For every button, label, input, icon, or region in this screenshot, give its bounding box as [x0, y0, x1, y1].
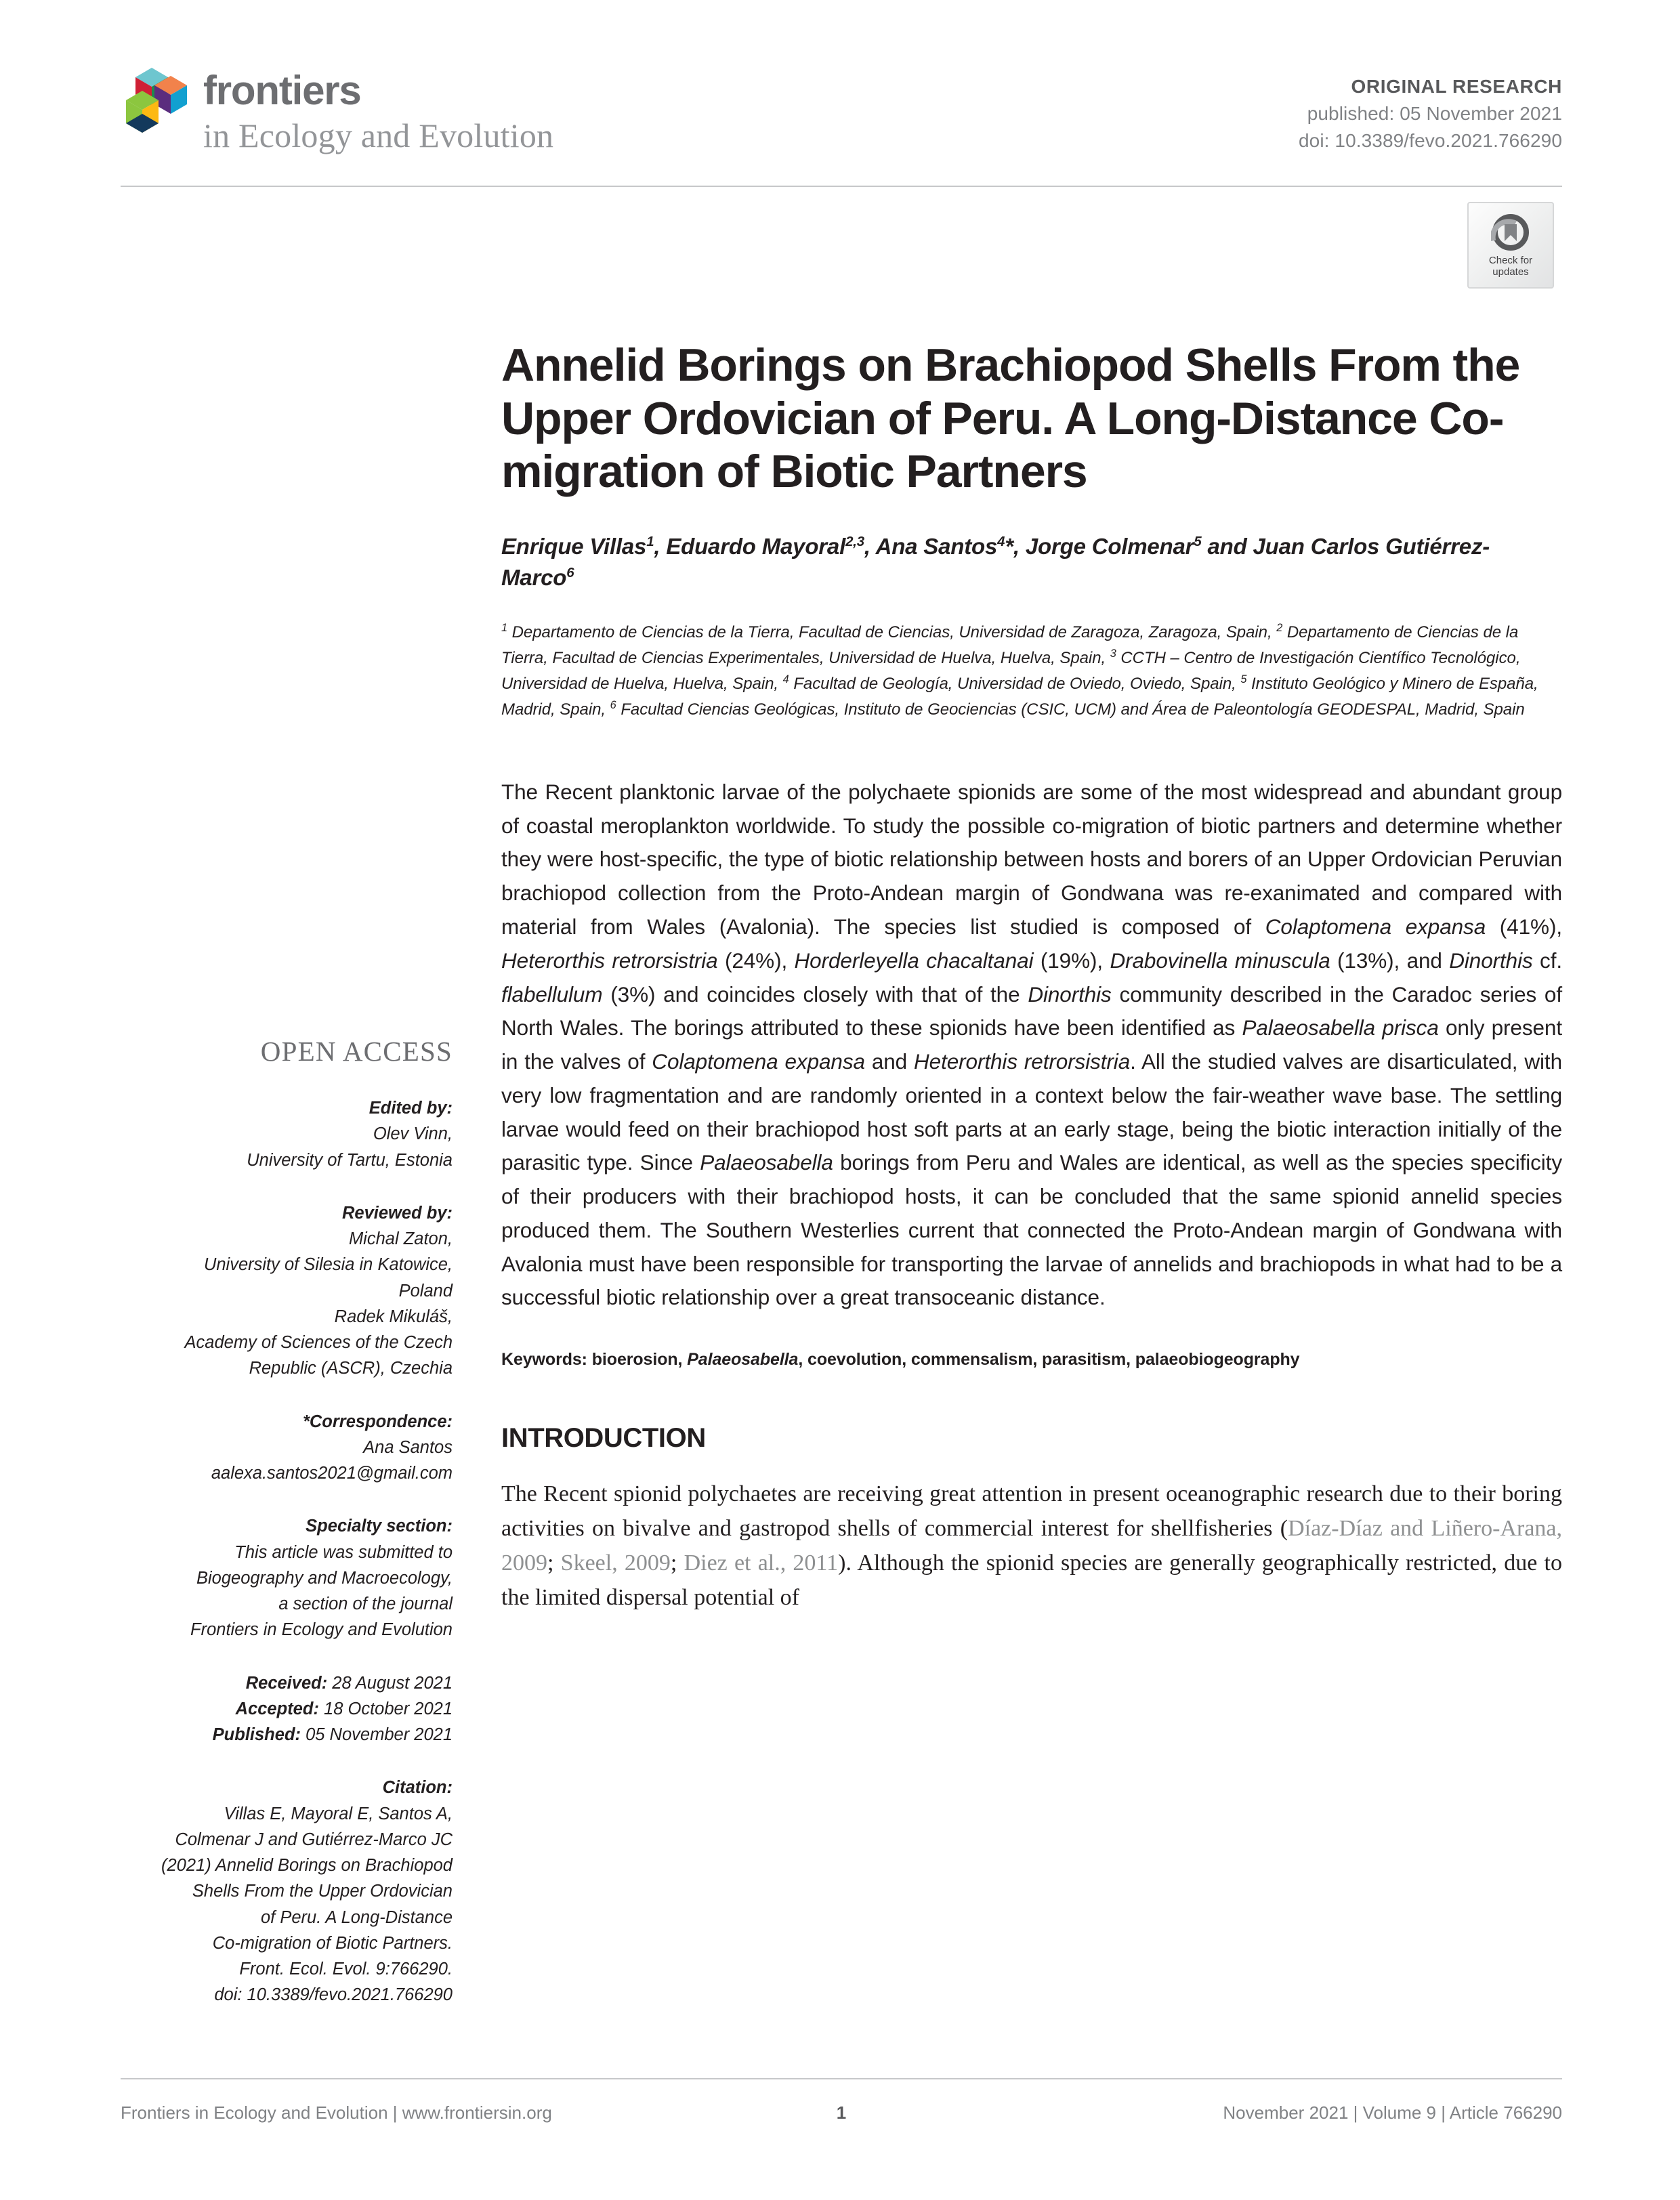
open-access-label: OPEN ACCESS [260, 1036, 453, 1067]
main-column [501, 339, 1562, 1615]
edited-by-lines: Olev Vinn, University of Tartu, Estonia [247, 1124, 453, 1170]
specialty-section-block [121, 1513, 453, 1643]
keywords-text: Keywords: bioerosion, Palaeosabella, coevolution, commensalism, parasitism, palaeobiogeography [501, 1350, 1300, 1370]
edited-by-block [121, 1095, 453, 1173]
crossmark-line2: updates [1492, 266, 1529, 278]
published-value: 05 November 2021 [306, 1725, 453, 1745]
specialty-section-label: Specialty section: [306, 1517, 453, 1536]
logo-brand-text: frontiers [203, 68, 361, 113]
article-info-sidebar [121, 1035, 453, 2008]
correspondence-lines[interactable]: Ana Santos aalexa.santos2021@gmail.com [211, 1437, 453, 1483]
accepted-date-line [121, 1696, 453, 1722]
citation-block [121, 1775, 453, 2008]
reviewed-by-label: Reviewed by: [342, 1203, 453, 1223]
correspondence-label: *Correspondence: [302, 1412, 453, 1431]
specialty-section-lines: This article was submitted to Biogeography and Macroecology, a section of the journal Frontiers in Ecology and Evolution [190, 1542, 453, 1640]
reviewed-by-lines: Michal Zaton, University of Silesia in Katowice, Poland Radek Mikuláš, Academy of Sciences of the Czech Republic (ASCR), Czechia [184, 1229, 453, 1378]
crossmark-icon [1491, 213, 1530, 252]
edited-by-label: Edited by: [369, 1099, 453, 1118]
crossmark-line1: Check for [1488, 254, 1533, 266]
received-value: 28 August 2021 [332, 1673, 453, 1693]
section-heading-introduction: INTRODUCTION [501, 1422, 706, 1453]
published-date: published: 05 November 2021 [1307, 102, 1562, 124]
doi-text[interactable]: doi: 10.3389/fevo.2021.766290 [1298, 129, 1562, 151]
introduction-paragraph: The Recent spionid polychaetes are receiving great attention in present oceanographic research due to their boring activities on bivalve and gastropod shells of commercial interest for shellfisheries (Díaz-Díaz and Liñero-Arana, 2009; Skeel, 2009; Diez et al., 2011). Although the spionid species are generally geographically restricted, due to the limited dispersal potential of [501, 1481, 1562, 1610]
accepted-value: 18 October 2021 [324, 1699, 453, 1718]
masthead [121, 58, 1562, 187]
citation-label: Citation: [382, 1778, 453, 1798]
reviewed-by-block [121, 1200, 453, 1382]
page-title: Annelid Borings on Brachiopod Shells From the Upper Ordovician of Peru. A Long-Distance Co-migration of Biotic Partners [501, 339, 1520, 498]
footer-divider [121, 2078, 1562, 2079]
published-date-line [121, 1722, 453, 1748]
footer-page-number: 1 [836, 2102, 847, 2123]
frontiers-logo[interactable] [121, 58, 553, 156]
frontiers-cube-logo-icon [121, 62, 191, 146]
header-metadata [1299, 73, 1562, 154]
logo-journal-text: in Ecology and Evolution [203, 117, 554, 154]
footer-journal-url[interactable]: Frontiers in Ecology and Evolution | www.frontiersin.org [121, 2102, 552, 2123]
footer-issue-info: November 2021 | Volume 9 | Article 766290 [1223, 2102, 1562, 2123]
published-label: Published: [212, 1725, 301, 1745]
crossmark-label [1489, 255, 1532, 278]
received-date-line [121, 1670, 453, 1696]
accepted-label: Accepted: [235, 1699, 319, 1718]
author-list: Enrique Villas$^1$, Eduardo Mayoral$^{2,3}$, Ana Santos$^4$*, Jorge Colmenar$^5$ and Juan Carlos Gutiérrez-Marco$^6$ [501, 533, 1490, 591]
correspondence-block [121, 1409, 453, 1487]
received-label: Received: [245, 1673, 328, 1693]
check-for-updates-button[interactable] [1467, 202, 1554, 289]
affiliation-list: $^1$ Departamento de Ciencias de la Tierra, Facultad de Ciencias, Universidad de Zaragoza, Zaragoza, Spain, $^2$ Departamento de Ciencias de la Tierra, Facultad de Ciencias Experimentales, Universidad de Huelva, Huelva, Spain, $^3$ CCTH – Centro de Investigación Científico Tecnológico, Universidad de Huelva, Huelva, Spain, $^4$ Facultad de Geología, Universidad de Oviedo, Oviedo, Spain, $^5$ Instituto Geológico y Minero de España, Madrid, Spain, $^6$ Facultad Ciencias Geológicas, Instituto de Geociencias (CSIC, UCM) and Área de Paleontología GEODESPAL, Madrid, Spain [501, 622, 1538, 719]
page-footer [121, 2102, 1562, 2123]
dates-block [121, 1670, 453, 1748]
header-divider [121, 186, 1562, 187]
frontiers-wordmark [203, 58, 553, 156]
abstract-text: The Recent planktonic larvae of the polychaete spionids are some of the most widespread and abundant group of coastal meroplankton worldwide. To study the possible co-migration of biotic partners and determine whether they were host-specific, the type of biotic relationship between hosts and borers of an Upper Ordovician Peruvian brachiopod collection from the Proto-Andean margin of Gondwana was re-exanimated and compared with material from Wales (Avalonia). The species list studied is composed of Colaptomena expansa (41%), Heterorthis retrorsistria (24%), Horderleyella chacaltanai (19%), Drabovinella minuscula (13%), and Dinorthis cf. flabellulum (3%) and coincides closely with that of the Dinorthis community described in the Caradoc series of North Wales. The borings attributed to these spionids have been identified as Palaeosabella prisca only present in the valves of Colaptomena expansa and Heterorthis retrorsistria. All the studied valves are disarticulated, with very low fragmentation and are randomly oriented in a context below the fair-weather wave base. The settling larvae would feed on their brachiopod host soft parts at an early stage, being the biotic interaction initially of the parasitic type. Since Palaeosabella borings from Peru and Wales are identical, as well as the species specificity of their producers with their brachiopod hosts, it can be concluded that the same spionid annelid species produced them. The Southern Westerlies current that connected the Proto-Andean margin of Gondwana with Avalonia must have been responsible for transporting the larvae of annelids and brachiopods in what had to be a successful biotic relationship over a great transoceanic distance. [501, 779, 1563, 1310]
article-type-label: ORIGINAL RESEARCH [1351, 76, 1562, 97]
citation-lines: Villas E, Mayoral E, Santos A, Colmenar J and Gutiérrez-Marco JC (2021) Annelid Borings on Brachiopod Shells From the Upper Ordovician of Peru. A Long-Distance Co-migration of Biotic Partners. Front. Ecol. Evol. 9:766290. doi: 10.3389/fevo.2021.766290 [161, 1804, 453, 2005]
